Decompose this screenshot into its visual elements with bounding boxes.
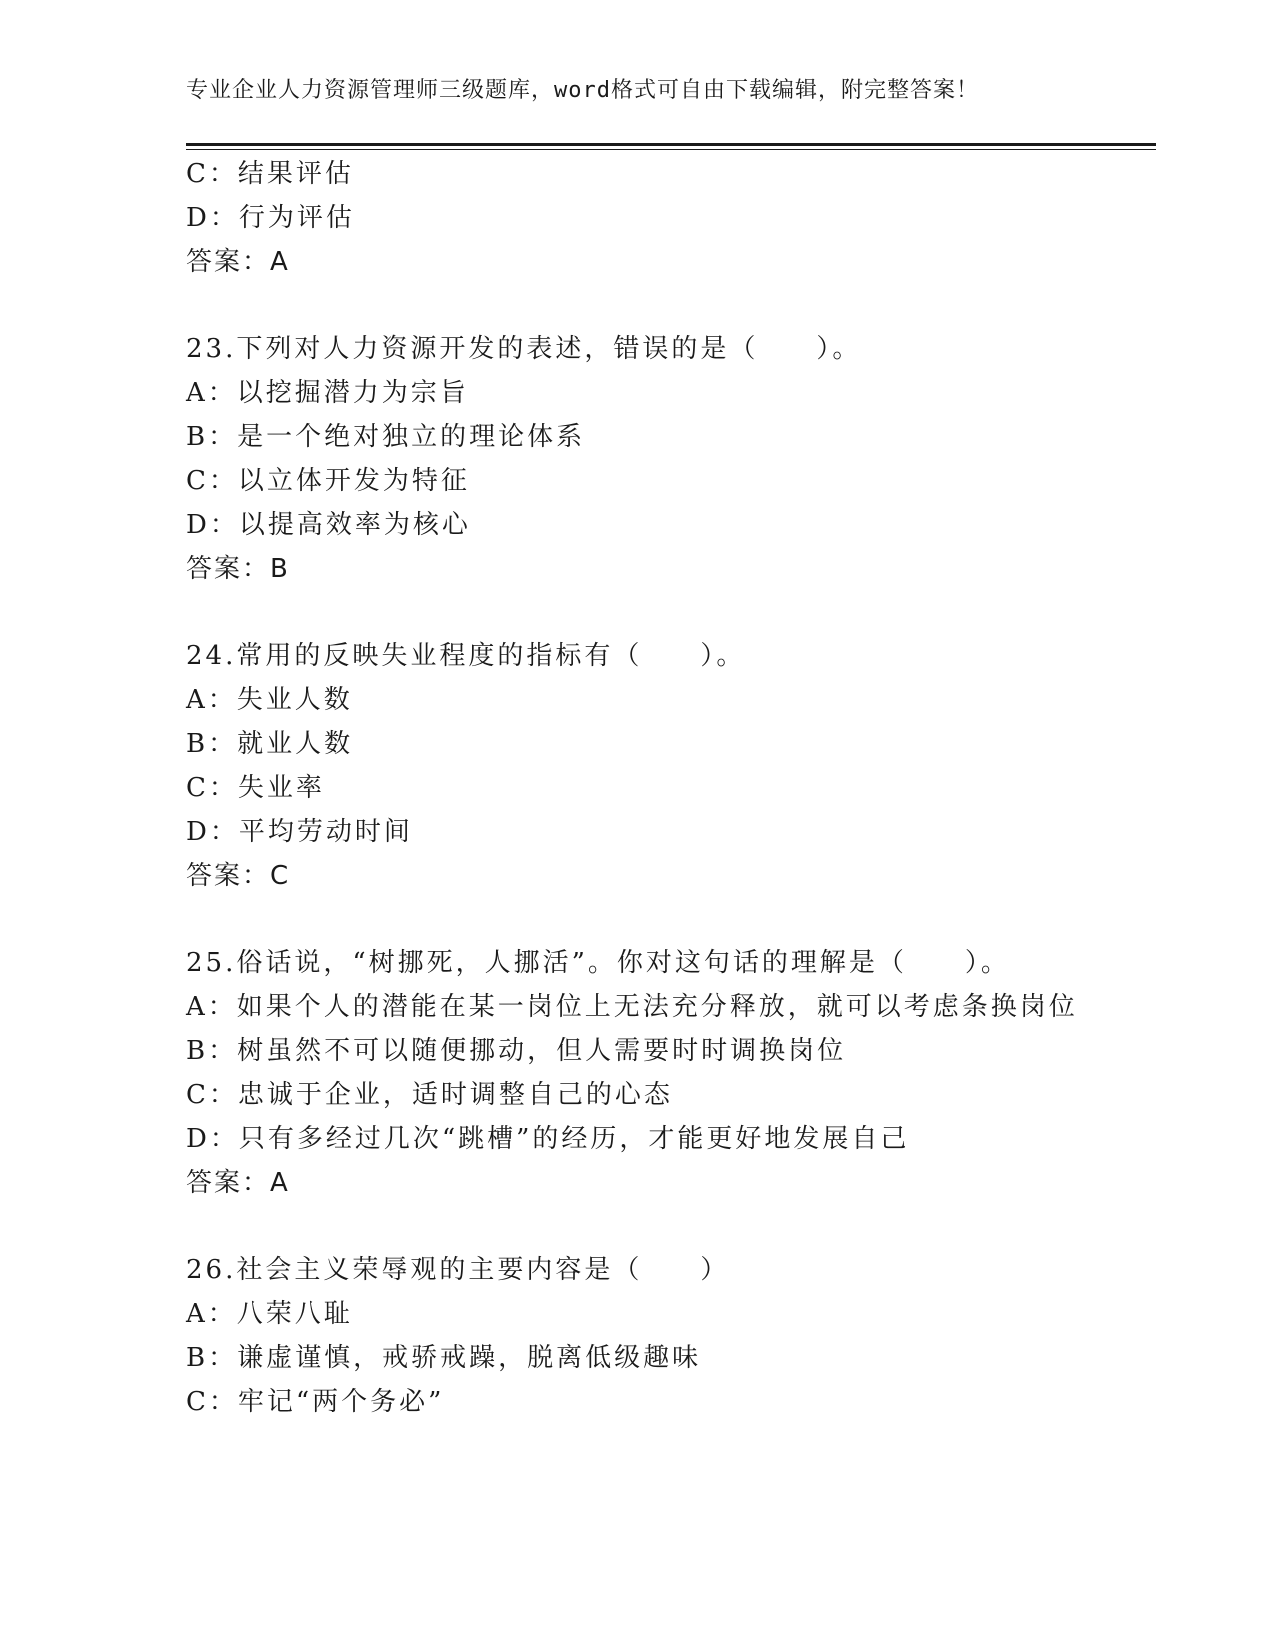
option-a: A：失业人数 bbox=[186, 685, 353, 715]
answer: 答案：A bbox=[186, 1168, 290, 1198]
header-rule-thick bbox=[186, 143, 1156, 146]
question-stem: 25.俗话说，“树挪死，人挪活”。你对这句话的理解是（ ）。 bbox=[186, 948, 1010, 978]
option-d: D：平均劳动时间 bbox=[186, 817, 413, 847]
option-c: C：牢记“两个务必” bbox=[186, 1387, 445, 1417]
option-c: C：结果评估 bbox=[186, 159, 354, 189]
option-a: A：以挖掘潜力为宗旨 bbox=[186, 378, 469, 408]
option-c: C：忠诚于企业，适时调整自己的心态 bbox=[186, 1080, 673, 1110]
option-c: C：以立体开发为特征 bbox=[186, 466, 470, 496]
option-b: B：谦虚谨慎，戒骄戒躁，脱离低级趣味 bbox=[186, 1343, 702, 1373]
option-b: B：是一个绝对独立的理论体系 bbox=[186, 422, 586, 452]
option-c: C：失业率 bbox=[186, 773, 325, 803]
option-a: A：八荣八耻 bbox=[186, 1299, 353, 1329]
option-b: B：就业人数 bbox=[186, 729, 354, 759]
option-d: D：行为评估 bbox=[186, 203, 355, 233]
option-d: D：以提高效率为核心 bbox=[186, 510, 471, 540]
question-stem: 24.常用的反映失业程度的指标有（ ）。 bbox=[186, 641, 746, 671]
question-stem: 26.社会主义荣辱观的主要内容是（ ） bbox=[186, 1255, 730, 1285]
option-a: A：如果个人的潜能在某一岗位上无法充分释放，就可以考虑条换岗位 bbox=[186, 992, 1078, 1022]
question-stem: 23.下列对人力资源开发的表述，错误的是（ ）。 bbox=[186, 334, 862, 364]
option-d: D：只有多经过几次“跳槽”的经历，才能更好地发展自己 bbox=[186, 1124, 910, 1154]
answer: 答案：C bbox=[186, 861, 291, 891]
answer: 答案：B bbox=[186, 554, 290, 584]
header-rule-thin bbox=[186, 149, 1156, 150]
option-b: B：树虽然不可以随便挪动，但人需要时时调换岗位 bbox=[186, 1036, 847, 1066]
answer: 答案：A bbox=[186, 247, 290, 277]
page-header: 专业企业人力资源管理师三级题库，word格式可自由下载编辑，附完整答案！ bbox=[186, 78, 979, 103]
